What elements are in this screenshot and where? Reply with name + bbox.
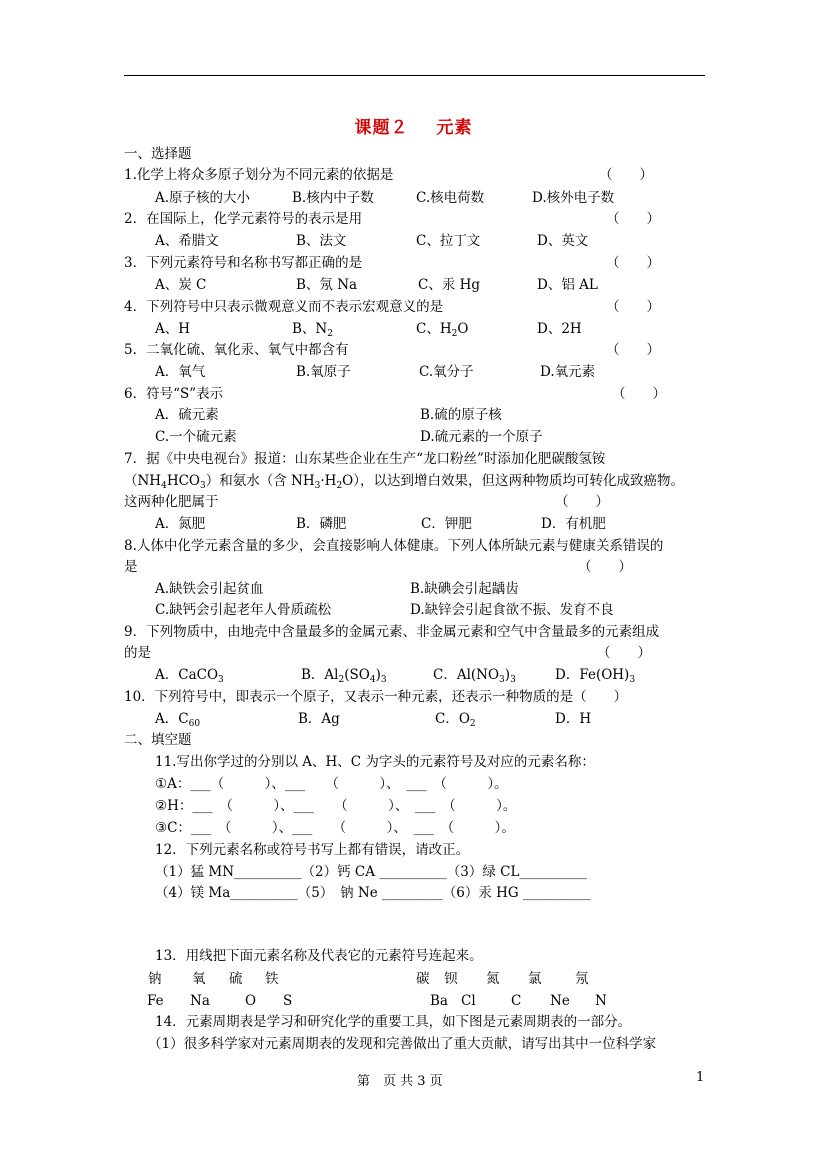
- q5-stem: 5．二氧化硫、氧化汞、氧气中都含有: [124, 342, 349, 358]
- q10-stem: 10．下列符号中，即表示一个原子，又表示一种元素，还表示一种物质的是（ ）: [124, 689, 628, 705]
- footer-page-number: 1: [696, 1070, 705, 1085]
- q9-opt-c: C．$Al(NO_3)_3$: [433, 667, 516, 685]
- q4-opt-d: D、2H: [537, 321, 582, 337]
- q9-paren: （ ）: [597, 645, 651, 661]
- q1-opt-a: A.原子核的大小: [155, 190, 251, 206]
- q4-opt-a: A、H: [155, 321, 191, 337]
- name-cl: 氯: [528, 971, 542, 987]
- q5-opt-a: A．氧气: [155, 364, 206, 380]
- q11-row-a: ①A：___（ ）、___ （ ）、 ___ （ ）。: [155, 776, 508, 792]
- q8-opt-c: C.缺钙会引起老年人骨质疏松: [155, 602, 332, 618]
- q7-opt-b: B．磷肥: [296, 516, 347, 532]
- q9-line1: 9．下列物质中，由地壳中含量最多的金属元素、非金属元素和空气中含量最多的元素组成: [124, 624, 660, 640]
- q14-sub1: （1）很多科学家对元素周期表的发现和完善做出了重大贡献，请写出其中一位科学家: [148, 1036, 657, 1052]
- q1-paren: （ ）: [599, 167, 653, 183]
- q1-opt-b: B.核内中子数: [292, 190, 374, 206]
- page-title: [0, 113, 827, 138]
- q10-opt-c: C．$O_2$: [435, 711, 476, 729]
- q13-stem: 13．用线把下面元素名称及代表它的元素符号连起来。: [155, 948, 483, 964]
- header-rule: [124, 75, 705, 76]
- q5-opt-b: B.氧原子: [296, 364, 351, 380]
- q1-stem: 1.化学上将众多原子划分为不同元素的依据是: [124, 167, 394, 183]
- q8-line2: 是: [124, 559, 138, 575]
- q3-opt-a: A、炭 C: [155, 277, 207, 293]
- name-c: 碳: [416, 971, 430, 987]
- q6-paren: （ ）: [612, 386, 666, 402]
- q8-line1: 8.人体中化学元素含量的多少，会直接影响人体健康。下列人体所缺元素与健康关系错误的: [124, 538, 664, 554]
- sym-ba: Ba: [430, 993, 448, 1009]
- sym-s: S: [283, 993, 293, 1009]
- q3-opt-b: B、氖 Na: [296, 277, 358, 293]
- q2-paren: （ ）: [606, 211, 660, 227]
- name-n: 氮: [486, 971, 500, 987]
- name-na: 钠: [148, 971, 162, 987]
- sym-c: C: [511, 993, 522, 1009]
- q5-opt-d: D.氧元素: [540, 364, 596, 380]
- q10-opt-b: B．Ag: [298, 711, 340, 727]
- q9-opt-b: B．$Al_2(SO_4)_3$: [301, 667, 387, 685]
- sym-cl: Cl: [461, 993, 476, 1009]
- q6-opt-c: C.一个硫元素: [155, 429, 237, 445]
- q6-opt-d: D.硫元素的一个原子: [420, 429, 543, 445]
- q12-stem: 12．下列元素名称或符号书写上都有错误，请改正。: [155, 842, 470, 858]
- q8-paren: （ ）: [578, 559, 632, 575]
- q2-stem: 2．在国际上，化学元素符号的表示是用: [124, 211, 363, 227]
- name-s: 硫: [229, 971, 243, 987]
- q6-stem: 6．符号“S”表示: [124, 386, 224, 402]
- sym-fe: Fe: [147, 993, 164, 1009]
- q7-opt-a: A．氮肥: [155, 516, 206, 532]
- title-sub: 元素: [436, 118, 473, 138]
- q6-opt-b: B.硫的原子核: [420, 407, 502, 423]
- q5-opt-c: C.氧分子: [419, 364, 474, 380]
- q10-opt-a: A．$C_{60}$: [155, 711, 201, 729]
- q1-opt-d: D.核外电子数: [532, 190, 615, 206]
- section-choice: 一、选择题: [124, 146, 192, 162]
- q4-opt-c: C、$H_2O$: [416, 321, 469, 339]
- sym-n: N: [595, 993, 607, 1009]
- q9-line2: 的是: [124, 645, 151, 661]
- name-fe: 铁: [265, 971, 279, 987]
- q2-opt-a: A、希腊文: [155, 233, 219, 249]
- q3-opt-d: D、铝 AL: [537, 277, 598, 293]
- name-ba: 钡: [444, 971, 458, 987]
- q10-opt-d: D．H: [555, 711, 592, 727]
- q7-opt-c: C．钾肥: [421, 516, 472, 532]
- q7-line1: 7．据《中央电视台》报道：山东某些企业在生产“龙口粉丝”时添加化肥碳酸氢铵: [124, 451, 606, 467]
- q4-paren: （ ）: [606, 299, 660, 315]
- q2-opt-d: D、英文: [537, 233, 589, 249]
- q7-opt-d: D．有机肥: [541, 516, 606, 532]
- q11-stem: 11.写出你学过的分别以 A、H、C 为字头的元素符号及对应的元素名称：: [155, 754, 595, 770]
- q12-row1: （1）猛 MN__________（2）钙 CA __________（3）绿 CL__________: [155, 864, 587, 880]
- q8-opt-a: A.缺铁会引起贫血: [155, 581, 264, 597]
- q6-opt-a: A．硫元素: [155, 407, 219, 423]
- q9-opt-d: D．$Fe(OH)_3$: [555, 667, 636, 685]
- q8-opt-b: B.缺碘会引起龋齿: [410, 581, 519, 597]
- sym-na: Na: [190, 993, 210, 1009]
- q12-row2: （4）镁 Ma__________（5） 钠 Ne _________（6）汞 HG __________: [155, 885, 591, 901]
- q14-stem: 14．元素周期表是学习和研究化学的重要工具，如下图是元素周期表的一部分。: [155, 1014, 632, 1030]
- sym-ne: Ne: [550, 993, 570, 1009]
- title-main: 课题２: [354, 118, 409, 138]
- q3-paren: （ ）: [606, 255, 660, 271]
- q7-line2: $(NH_4HCO_3)$和氨水（含 $NH_3\cdot H_2O$），以达到增白效果，但这两种物质均可转化成致癌物。: [124, 473, 684, 491]
- q1-opt-c: C.核电荷数: [416, 190, 485, 206]
- q9-opt-a: A．CaCO$_3$: [155, 667, 224, 685]
- q11-row-c: ③C：___ （ ）、___ （ ）、 ___ （ ）。: [155, 820, 515, 836]
- name-o: 氧: [192, 971, 206, 987]
- q4-stem: 4．下列符号中只表示微观意义而不表示宏观意义的是: [124, 299, 444, 315]
- q3-stem: 3．下列元素符号和名称书写都正确的是: [124, 255, 363, 271]
- sym-o: O: [245, 993, 257, 1009]
- q8-opt-d: D.缺锌会引起食欲不振、发育不良: [410, 602, 614, 618]
- q4-opt-b: B、$N_2$: [292, 321, 333, 339]
- q2-opt-b: B、法文: [296, 233, 347, 249]
- name-ne: 氖: [575, 971, 589, 987]
- q5-paren: （ ）: [606, 342, 660, 358]
- q7-paren: （ ）: [555, 494, 609, 510]
- q11-row-h: ②H：___ （ ）、___ （ ）、 ___ （ ）。: [155, 798, 517, 814]
- q7-line3: 这两种化肥属于: [124, 494, 219, 510]
- footer-page-text: 第 页 共 3 页: [357, 1074, 443, 1089]
- q2-opt-c: C、拉丁文: [416, 233, 481, 249]
- q3-opt-c: C、汞 Hg: [418, 277, 481, 293]
- section-fill: 二、填空题: [124, 732, 192, 748]
